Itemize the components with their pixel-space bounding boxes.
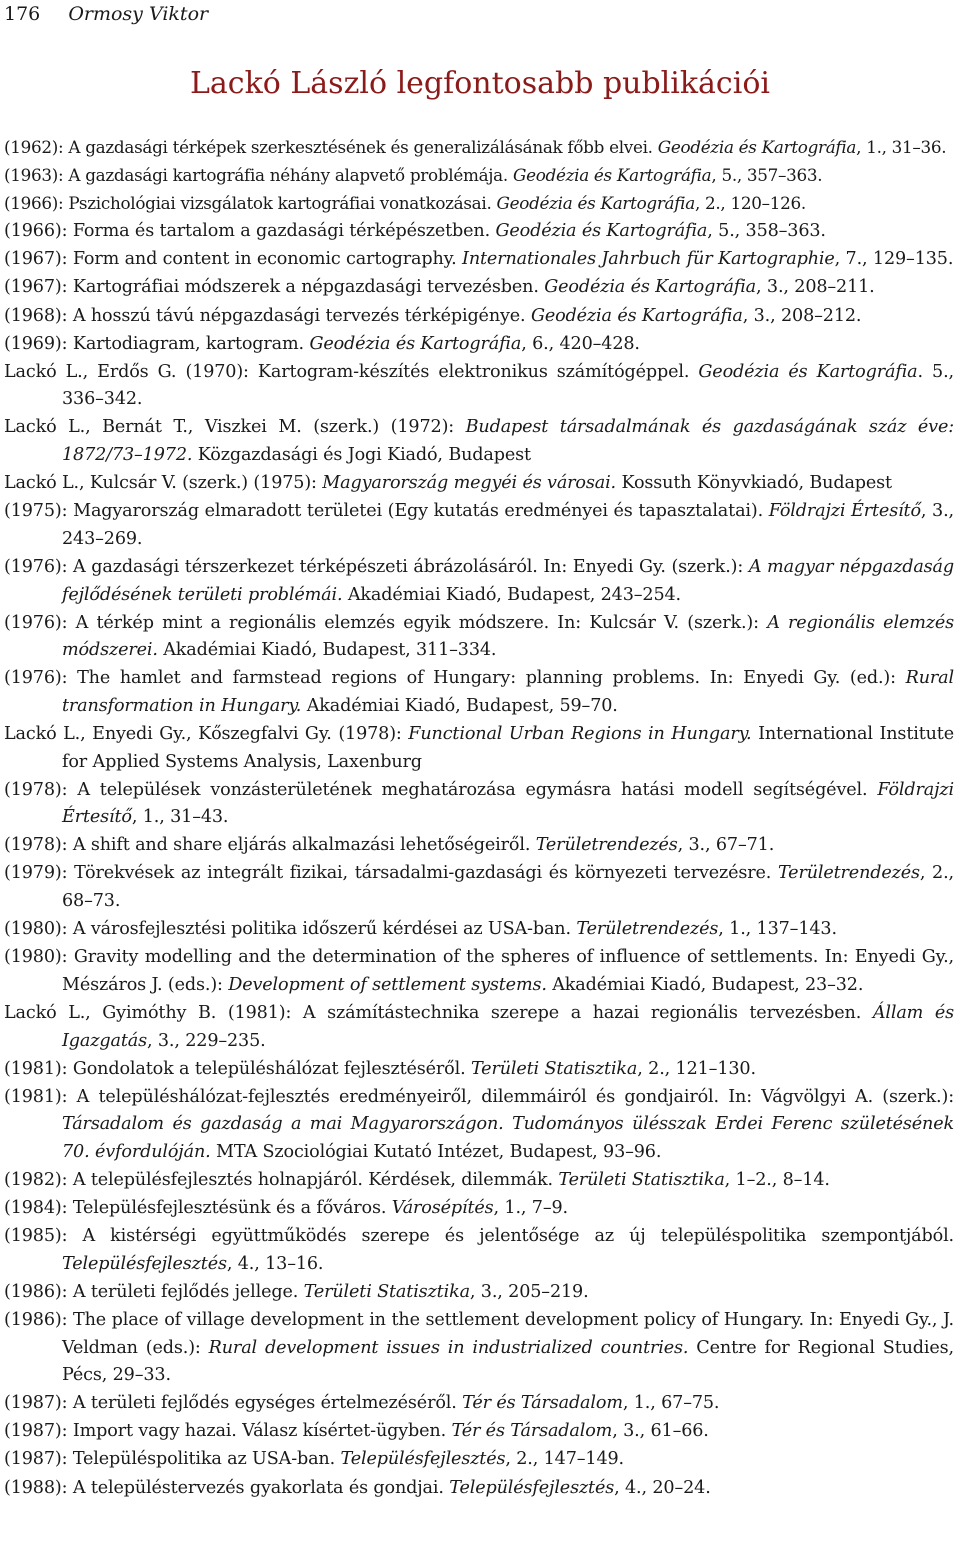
publication-entry bbox=[4, 777, 954, 832]
publication-text: Centre for Regional Studies, Pécs, 29–33. bbox=[62, 1337, 954, 1386]
publication-text: (1982): A településfejlesztés holnapjáról. Kérdések, dilemmák. bbox=[4, 1169, 559, 1190]
publication-text: (1979): Törekvések az integrált fizikai, társadalmi-gazdasági és környezeti tervezésre. bbox=[4, 863, 778, 884]
publication-source: A regionális elemzés módszerei. bbox=[62, 612, 954, 661]
publication-text: , 4., 20–24. bbox=[614, 1477, 711, 1498]
publication-text: , 4., 13–16. bbox=[226, 1253, 324, 1274]
publication-entry bbox=[4, 190, 954, 218]
publication-entry bbox=[4, 721, 954, 776]
page-number: 176 bbox=[4, 3, 41, 25]
publication-text: (1976): A térkép mint a regionális elemzés egyik módszere. In: Kulcsár V. (szerk.): bbox=[4, 612, 768, 633]
publication-text: , 1–2., 8–14. bbox=[724, 1169, 830, 1190]
publication-text: , 5., 358–363. bbox=[707, 221, 826, 242]
publication-text: (1967): Form and content in economic cartography. bbox=[4, 249, 463, 270]
publication-text: Akadémiai Kiadó, Budapest, 311–334. bbox=[157, 640, 497, 661]
publication-entry bbox=[4, 1056, 954, 1084]
publication-source: Rural development issues in industrialized countries. bbox=[208, 1337, 689, 1358]
publication-entry bbox=[4, 331, 954, 359]
publication-source: Településfejlesztés bbox=[449, 1477, 615, 1498]
publication-text: Kossuth Könyvkiadó, Budapest bbox=[616, 473, 892, 494]
running-header bbox=[4, 2, 208, 26]
publication-source: Geodézia és Kartográfia bbox=[530, 305, 743, 326]
publication-source: Budapest társadalmának és gazdaságának száz éve: 1872/73–1972. bbox=[62, 417, 954, 466]
publication-text: (1987): Településpolitika az USA-ban. bbox=[4, 1449, 341, 1470]
publication-source: Rural transformation in Hungary. bbox=[62, 668, 954, 716]
publication-text: (1976): The hamlet and farmstead regions of Hungary: planning problems. In: Enyedi Gy. (ed.): bbox=[4, 668, 906, 689]
publication-text: , 2., 147–149. bbox=[505, 1449, 624, 1470]
publication-entry bbox=[4, 1307, 954, 1390]
publication-source: Magyarország megyéi és városai. bbox=[322, 473, 616, 494]
publication-text: (1975): Magyarország elmaradott területei (Egy kutatás eredményei és tapasztalatai). bbox=[4, 501, 769, 522]
publication-text: (1963): A gazdasági kartográfia néhány alapvető problémája. bbox=[4, 165, 513, 186]
publication-entry bbox=[4, 218, 954, 246]
publication-text: MTA Szociológiai Kutató Intézet, Budapest, 93–96. bbox=[210, 1141, 662, 1162]
publication-text: , 3., 61–66. bbox=[612, 1421, 709, 1442]
publication-source: Geodézia és Kartográfia bbox=[657, 137, 857, 157]
publication-source: Geodézia és Kartográfia bbox=[544, 277, 757, 298]
publication-entry bbox=[4, 1446, 954, 1474]
publication-source: Földrajzi Értesítő bbox=[62, 779, 954, 828]
publication-text: , 3., 67–71. bbox=[677, 835, 775, 856]
publication-source: Geodézia és Kartográfia bbox=[512, 165, 712, 186]
publication-entry bbox=[4, 554, 954, 609]
publication-list bbox=[4, 134, 954, 1503]
publication-entry bbox=[4, 1475, 954, 1503]
publication-text: , 3., 205–219. bbox=[469, 1281, 589, 1302]
publication-source: Területrendezés bbox=[777, 863, 920, 884]
publication-text: (1969): Kartodiagram, kartogram. bbox=[4, 333, 310, 354]
publication-text: (1986): The place of village development in the settlement development policy of Hungary. In: Enyedi Gy., J. Veldman (eds.): bbox=[4, 1309, 954, 1358]
publication-source: Tér és Társadalom bbox=[462, 1393, 623, 1414]
publication-source: Területrendezés bbox=[535, 835, 678, 856]
publication-text: , 3., 243–269. bbox=[62, 501, 954, 549]
publication-source: Területi Statisztika bbox=[303, 1281, 470, 1302]
publication-entry bbox=[4, 1195, 954, 1223]
publication-text: , 3., 229–235. bbox=[146, 1030, 266, 1051]
publication-text: , 1., 31–43. bbox=[131, 807, 229, 828]
publication-text: , 6., 420–428. bbox=[521, 333, 640, 354]
publication-text: Lackó L., Kulcsár V. (szerk.) (1975): bbox=[4, 473, 323, 494]
publication-source: Földrajzi Értesítő bbox=[768, 501, 921, 522]
publication-source: Állam és Igazgatás bbox=[62, 1002, 955, 1051]
publication-entry bbox=[4, 832, 954, 860]
publication-source: Területi Statisztika bbox=[470, 1058, 638, 1079]
publication-text: (1980): Gravity modelling and the determination of the spheres of influence of settlements. In: Enyedi Gy., Mészáros J. (eds.): bbox=[4, 947, 954, 995]
publication-text: , 2., 68–73. bbox=[62, 863, 954, 912]
publication-source: Településfejlesztés bbox=[62, 1253, 227, 1274]
publication-entry bbox=[4, 944, 954, 999]
publication-entry bbox=[4, 610, 954, 665]
publication-text: (1966): Pszichológiai vizsgálatok kartográfiai vonatkozásai. bbox=[4, 193, 497, 214]
publication-entry bbox=[4, 470, 954, 498]
publication-entry bbox=[4, 1279, 954, 1307]
publication-entry bbox=[4, 274, 954, 302]
publication-source: Geodézia és Kartográfia bbox=[309, 333, 522, 354]
publication-source: Functional Urban Regions in Hungary. bbox=[408, 723, 752, 744]
publication-text: (1968): A hosszú távú népgazdasági tervezés térképigénye. bbox=[4, 305, 531, 326]
publication-text: (1962): A gazdasági térképek szerkesztésének és generalizálásának főbb elvei. bbox=[4, 137, 658, 157]
publication-entry bbox=[4, 246, 954, 274]
publication-source: Internationales Jahrbuch für Kartographie bbox=[462, 249, 835, 270]
publication-source: Területi Statisztika bbox=[558, 1169, 725, 1190]
publication-text: , 3., 208–211. bbox=[756, 277, 875, 298]
publication-entry bbox=[4, 359, 954, 414]
publication-entry bbox=[4, 1167, 954, 1195]
publication-entry bbox=[4, 134, 954, 162]
publication-text: (1986): A területi fejlődés jellege. bbox=[4, 1281, 304, 1302]
publication-entry bbox=[4, 916, 954, 944]
publication-source: Településfejlesztés bbox=[340, 1449, 506, 1470]
publication-text: Akadémiai Kiadó, Budapest, 59–70. bbox=[301, 695, 618, 716]
publication-text: (1976): A gazdasági térszerkezet térképészeti ábrázolásáról. In: Enyedi Gy. (szerk.): bbox=[4, 556, 749, 577]
publication-text: (1967): Kartográfiai módszerek a népgazdasági tervezésben. bbox=[4, 277, 545, 298]
publication-source: Társadalom és gazdaság a mai Magyarországon. Tudományos ülésszak Erdei Ferenc születésének 70. évfordulóján. bbox=[62, 1114, 954, 1162]
publication-entry bbox=[4, 1223, 954, 1278]
publication-text: (1981): A településhálózat-fejlesztés eredményeiről, dilemmáiról és gondjairól. In: Vágvölgyi A. (szerk.): bbox=[4, 1086, 954, 1107]
publication-text: , 1., 7–9. bbox=[493, 1198, 568, 1219]
publication-text: Akadémiai Kiadó, Budapest, 23–32. bbox=[546, 974, 864, 995]
page-title: Lackó László legfontosabb publikációi bbox=[189, 66, 770, 101]
publication-entry bbox=[4, 303, 954, 331]
publication-text: (1984): Településfejlesztésünk és a főváros. bbox=[4, 1198, 392, 1219]
publication-entry bbox=[4, 1390, 954, 1418]
publication-text: . 5., 336–342. bbox=[62, 361, 954, 410]
publication-source: Tér és Társadalom bbox=[451, 1421, 613, 1442]
publication-text: (1966): Forma és tartalom a gazdasági térképészetben. bbox=[4, 221, 496, 242]
publication-source: Geodézia és Kartográfia bbox=[495, 221, 708, 242]
publication-source: Geodézia és Kartográfia bbox=[496, 193, 695, 214]
publication-text: (1988): A településtervezés gyakorlata és gondjai. bbox=[4, 1477, 450, 1498]
publication-entry bbox=[4, 414, 954, 469]
publication-text: , 7., 129–135. bbox=[834, 249, 954, 270]
publication-text: , 2., 121–130. bbox=[637, 1058, 756, 1079]
publication-text: (1978): A települések vonzásterületének meghatározása egymásra hatási modell segítségével. bbox=[4, 779, 878, 800]
publication-text: , 3., 208–212. bbox=[742, 305, 862, 326]
publication-source: Development of settlement systems. bbox=[228, 974, 547, 995]
publication-source: A magyar népgazdaság fejlődésének területi problémái. bbox=[62, 556, 954, 605]
publication-text: (1987): Import vagy hazai. Válasz kísértet-ügyben. bbox=[4, 1421, 452, 1442]
publication-entry bbox=[4, 498, 954, 553]
publication-entry bbox=[4, 665, 954, 720]
publication-entry bbox=[4, 1418, 954, 1446]
publication-text: , 5., 357–363. bbox=[711, 165, 823, 186]
publication-text: Lackó L., Erdős G. (1970): Kartogram-készítés elektronikus számítógéppel. bbox=[4, 361, 699, 382]
publication-text: Lackó L., Enyedi Gy., Kőszegfalvi Gy. (1978): bbox=[4, 723, 409, 744]
publication-text: (1978): A shift and share eljárás alkalmazási lehetőségeiről. bbox=[4, 835, 536, 856]
publication-text: , 1., 137–143. bbox=[718, 919, 837, 940]
publication-text: , 1., 67–75. bbox=[622, 1393, 720, 1414]
publication-entry bbox=[4, 1000, 954, 1055]
publication-source: Geodézia és Kartográfia bbox=[698, 361, 918, 382]
publication-text: Lackó L., Bernát T., Viszkei M. (szerk.) (1972): bbox=[4, 417, 466, 438]
publication-source: Városépítés bbox=[391, 1198, 494, 1219]
publication-source: Területrendezés bbox=[576, 919, 719, 940]
publication-entry bbox=[4, 1084, 954, 1167]
publication-text: , 2., 120–126. bbox=[694, 193, 806, 214]
publication-text: (1987): A területi fejlődés egységes értelmezéséről. bbox=[4, 1393, 463, 1414]
publication-text: Akadémiai Kiadó, Budapest, 243–254. bbox=[342, 584, 681, 605]
publication-entry bbox=[4, 162, 954, 190]
publication-text: (1981): Gondolatok a településhálózat fejlesztéséről. bbox=[4, 1058, 471, 1079]
publication-text: (1980): A városfejlesztési politika időszerű kérdései az USA-ban. bbox=[4, 919, 577, 940]
publication-text: Lackó L., Gyimóthy B. (1981): A számítástechnika szerepe a hazai regionális tervezésben. bbox=[4, 1002, 873, 1023]
running-head-author: Ormosy Viktor bbox=[68, 3, 209, 25]
publication-text: International Institute for Applied Systems Analysis, Laxenburg bbox=[62, 723, 954, 772]
publication-text: , 1., 31–36. bbox=[856, 137, 947, 157]
publication-text: Közgazdasági és Jogi Kiadó, Budapest bbox=[192, 445, 531, 466]
publication-text: (1985): A kistérségi együttműködés szerepe és jelentősége az új településpolitika szempontjából. bbox=[4, 1226, 954, 1247]
publication-entry bbox=[4, 860, 954, 915]
